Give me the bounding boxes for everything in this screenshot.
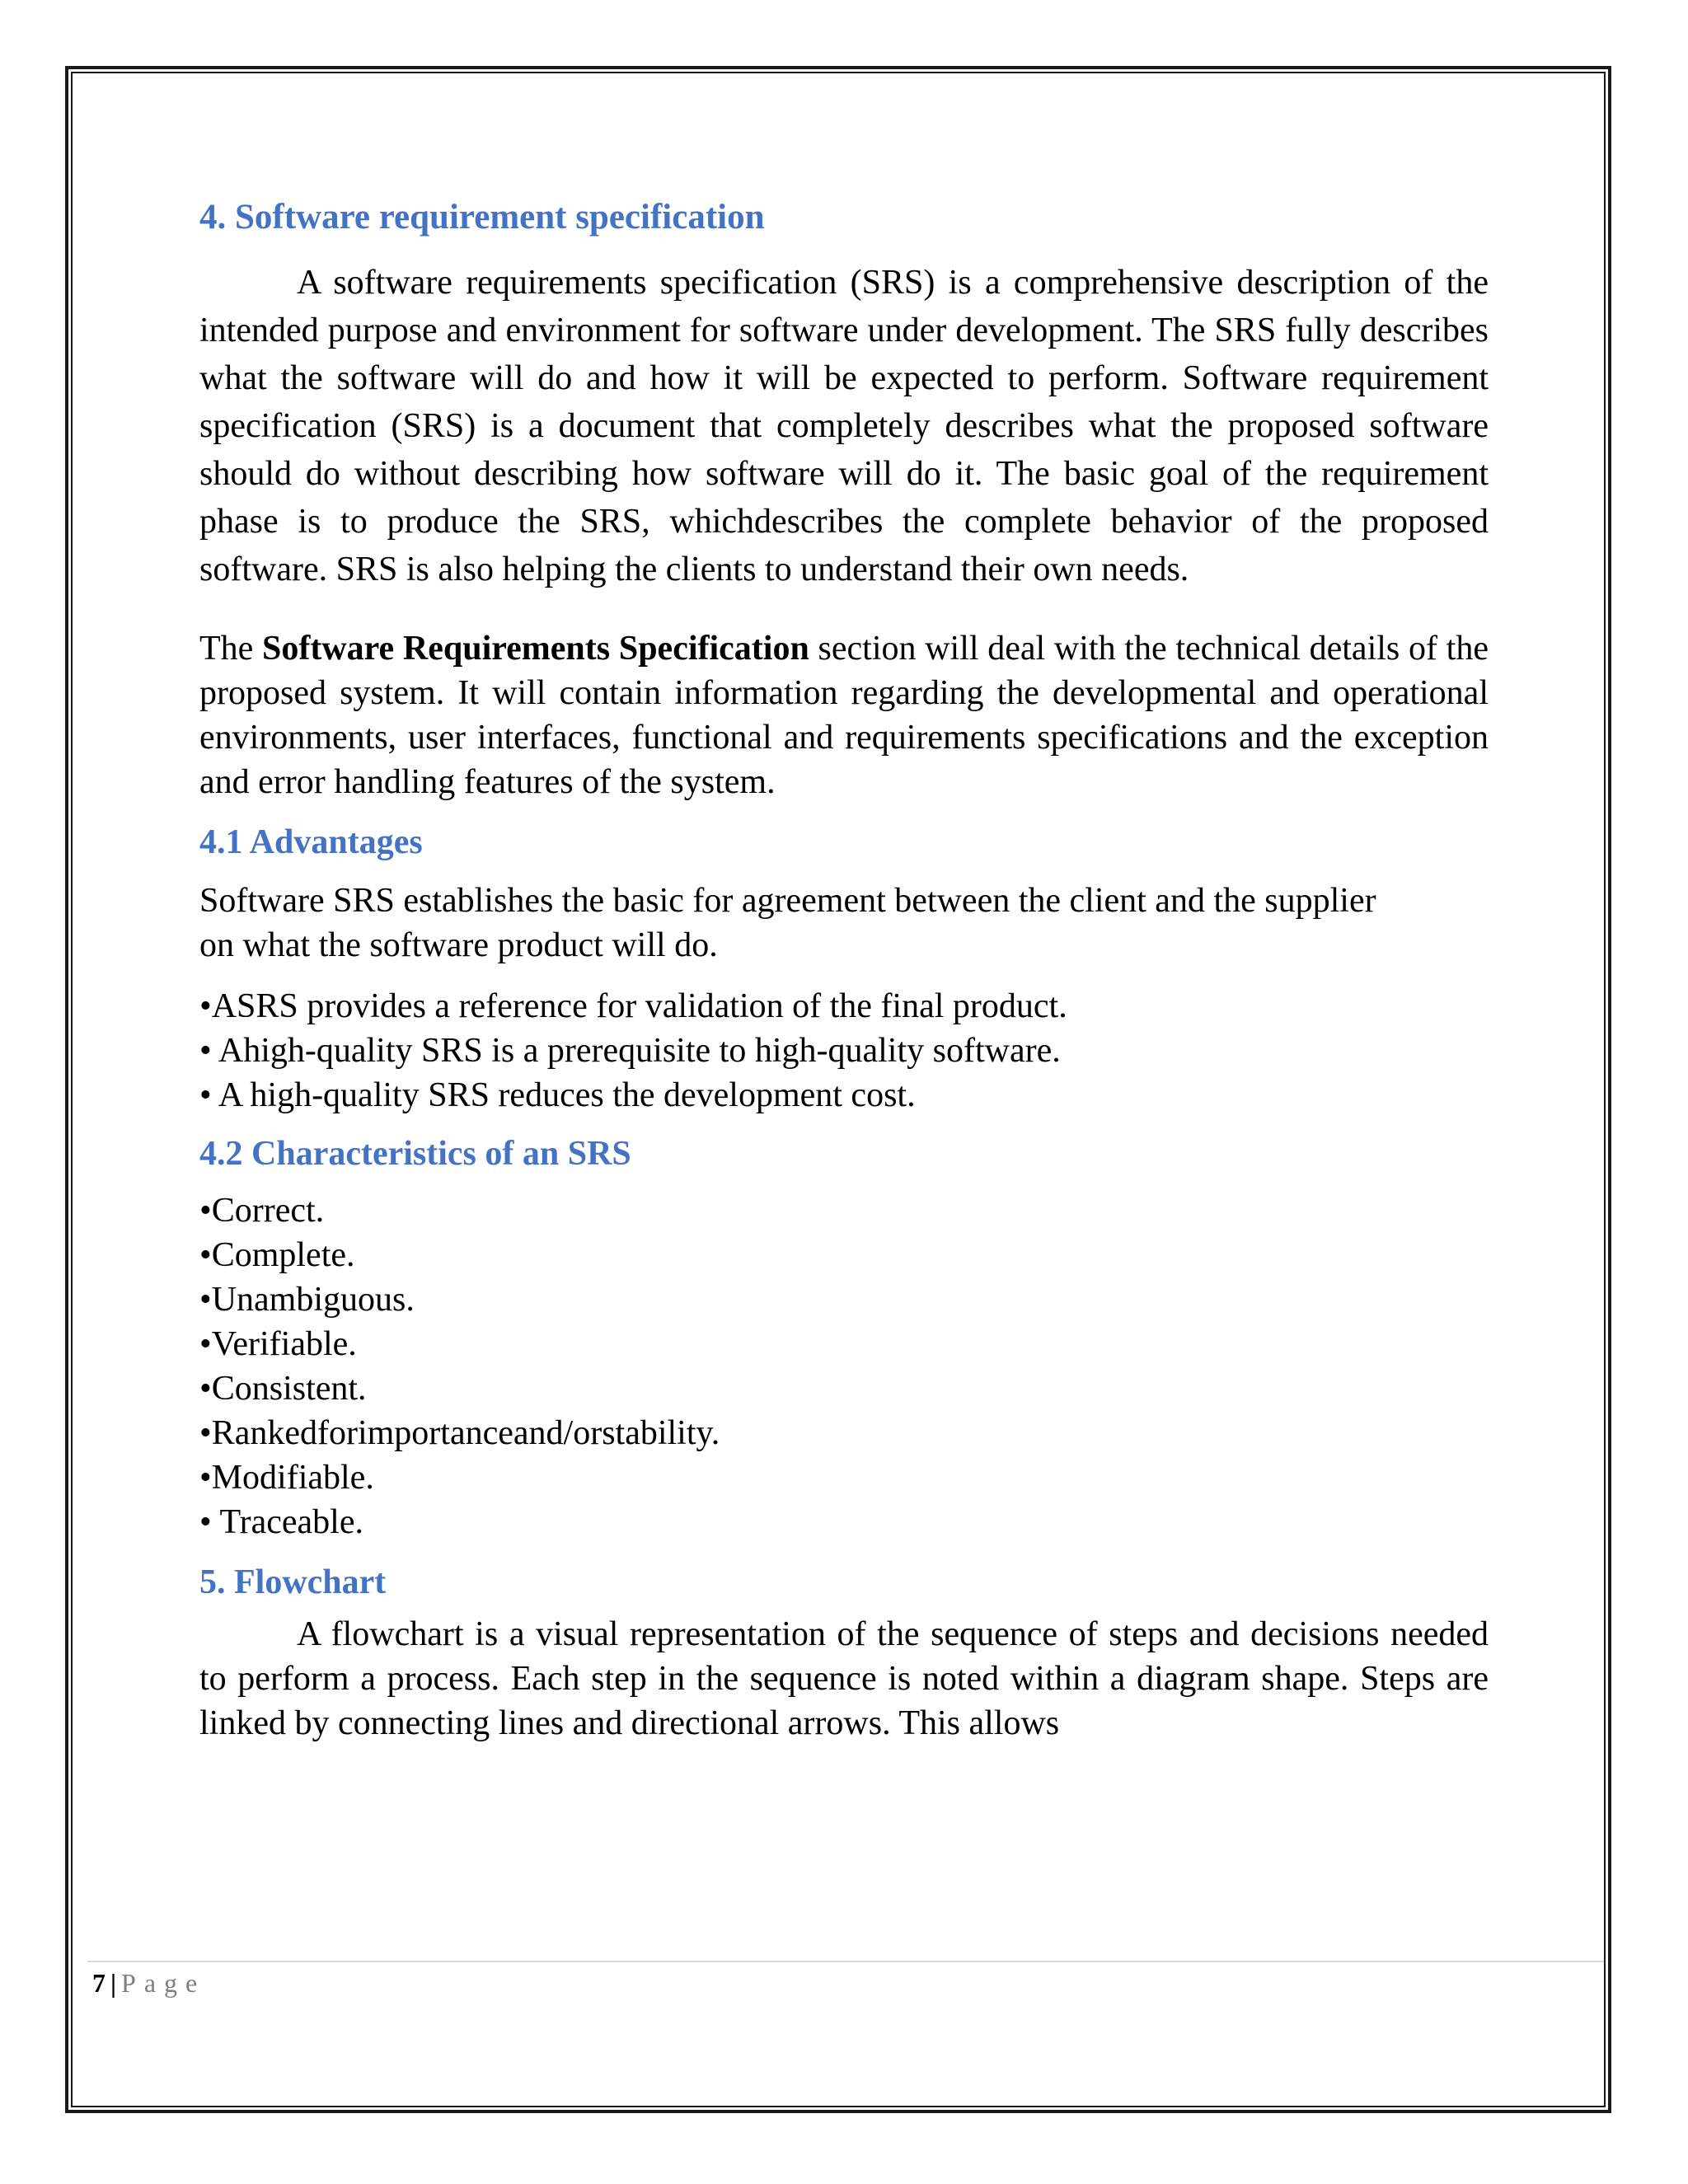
characteristics-item: •Consistent. xyxy=(199,1370,367,1408)
section-heading-characteristics: 4.2 Characteristics of an SRS xyxy=(199,1135,631,1173)
advantages-list xyxy=(199,984,1489,1118)
footer-divider xyxy=(87,1961,1604,1962)
page-content xyxy=(199,194,1489,1746)
advantages-item: • Ahigh-quality SRS is a prerequisite to high-quality software. xyxy=(199,1032,1061,1070)
section-flowchart xyxy=(199,1559,1489,1746)
footer-separator: | xyxy=(110,1968,117,1998)
page-number: 7 xyxy=(92,1968,106,1998)
flowchart-paragraph: A flowchart is a visual representation of the sequence of steps and decisions needed to perform a process. Each step in the sequence is noted within a diagram shape. Steps are linked by connecting lines and directional arrows. This allows xyxy=(199,1615,1489,1742)
characteristics-item: •Unambiguous. xyxy=(199,1281,415,1319)
page-footer xyxy=(92,1966,205,1999)
section-srs xyxy=(199,194,1489,804)
characteristics-item: •Complete. xyxy=(199,1236,355,1274)
advantages-item: •ASRS provides a reference for validation of the final product. xyxy=(199,987,1067,1025)
section-advantages xyxy=(199,819,1489,1118)
section-characteristics xyxy=(199,1131,1489,1544)
characteristics-item: •Modifiable. xyxy=(199,1459,374,1497)
srs-paragraph-2-suffix: section will deal with the technical details of the proposed system. It will contain information regarding the developmental and operational environments, user interfaces, functional and requirements specifications and the exception and error handling features of the system. xyxy=(199,630,1489,801)
characteristics-list xyxy=(199,1188,1489,1544)
characteristics-item: •Verifiable. xyxy=(199,1325,357,1363)
srs-paragraph-2-prefix: The xyxy=(199,630,263,668)
advantages-intro: Software SRS establishes the basic for agreement between the client and the supplier on what the software product will do. xyxy=(199,882,1376,964)
characteristics-item: •Correct. xyxy=(199,1192,325,1230)
section-heading-flowchart: 5. Flowchart xyxy=(199,1563,387,1601)
srs-paragraph-2 xyxy=(199,626,1489,804)
srs-paragraph-2-bold-term: Software Requirements Specification xyxy=(262,630,809,668)
advantages-item: • A high-quality SRS reduces the development cost. xyxy=(199,1076,916,1114)
section-heading-srs: 4. Software requirement specification xyxy=(199,198,765,237)
srs-paragraph-1: A software requirements specification (SRS) is a comprehensive description of the intended purpose and environment for software under development. The SRS fully describes what the software will do and how it will be expected to perform. Software requirement specification (SRS) is a document that completely describes what the proposed software should do without describing how software will do it. The basic goal of the requirement phase is to produce the SRS, whichdescribes the complete behavior of the proposed software. SRS is also helping the clients to understand their own needs. xyxy=(199,264,1489,588)
characteristics-item: •Rankedforimportanceand/orstability. xyxy=(199,1414,720,1452)
page-label: Page xyxy=(121,1968,206,1998)
characteristics-item: • Traceable. xyxy=(199,1503,363,1541)
section-heading-advantages: 4.1 Advantages xyxy=(199,823,423,861)
